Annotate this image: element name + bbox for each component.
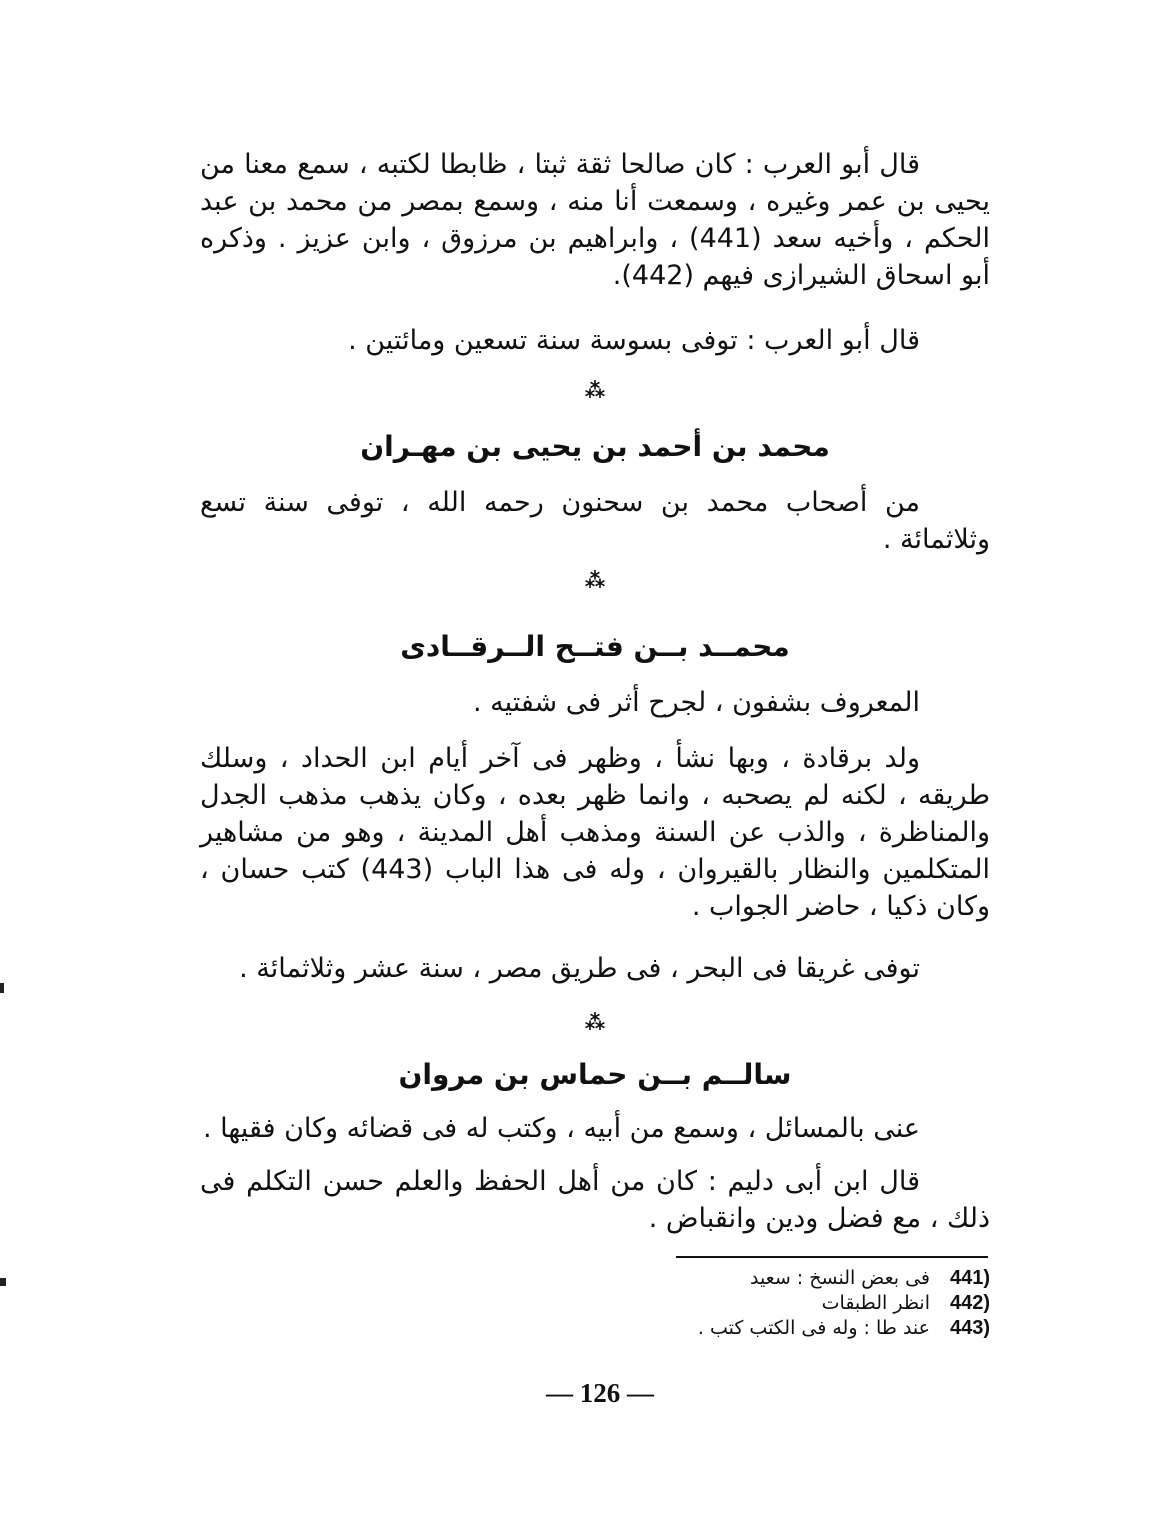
biography-heading-ibn-mihran: محمد بن أحمد بن يحيى بن مهـران bbox=[360, 430, 830, 463]
footnote-443 bbox=[560, 1316, 990, 1341]
scan-edge-mark bbox=[0, 1278, 6, 1286]
section-separator-3: ⁂ bbox=[584, 1010, 606, 1034]
biography-heading-salim-ibn-hammas: سالــم بــن حماس بن مروان bbox=[398, 1058, 792, 1091]
paragraph-ibn-abi-dulaym-quote: قال ابن أبى دليم : كان من أهل الحفظ والعلم حسن التكلم فى ذلك ، مع فضل ودين وانقباض . bbox=[200, 1166, 990, 1234]
paragraph-abu-al-arab-praise: قال أبو العرب : كان صالحا ثقة ثبتا ، ظابطا لكتبه ، سمع معنا من يحيى بن عمر وغيره ، وسمعت أنا منه ، وسمع بمصر من محمد بن عبد الحكم ، وأخيه سعد (441) ، وابراهيم بن مرزوق ، وابن عزيز . وذكره أبو اسحاق الشيرازى فيهم (442). bbox=[200, 149, 990, 291]
footnotes-block bbox=[560, 1266, 990, 1341]
paragraph-studied-issues: عنى بالمسائل ، وسمع من أبيه ، وكتب له فى قضائه وكان فقيها . bbox=[202, 1113, 920, 1144]
biography-heading-al-raqqadi: محمــد بــن فتــح الــرقــادى bbox=[400, 630, 790, 663]
paragraph-death-in-sousse: قال أبو العرب : توفى بسوسة سنة تسعين ومائتين . bbox=[348, 325, 920, 356]
footnote-divider bbox=[676, 1256, 988, 1258]
footnote-441 bbox=[560, 1266, 990, 1291]
paragraph-companion-of-ibn-sahnun: من أصحاب محمد بن سحنون رحمه الله ، توفى سنة تسع وثلاثمائة . bbox=[200, 487, 990, 555]
paragraph-birth-and-career: ولد برقادة ، وبها نشأ ، وظهر فى آخر أيام ابن الحداد ، وسلك طريقه ، لكنه لم يصحبه ، وانما ظهر بعده ، وكان يذهب مذهب الجدل والمناظرة ، والذب عن السنة ومذهب أهل المدينة ، وهو من مشاهير المتكلمين والنظار بالقيروان ، وله فى هذا الباب (443) كتب حسان ، وكان ذكيا ، حاضر الجواب . bbox=[200, 743, 990, 922]
footnote-number: 441) bbox=[949, 1267, 990, 1289]
footnote-text: انظر الطبقات bbox=[821, 1292, 930, 1314]
footnote-text: فى بعض النسخ : سعيد bbox=[749, 1267, 930, 1289]
section-separator-1: ⁂ bbox=[584, 378, 606, 402]
footnote-number: 442) bbox=[949, 1292, 990, 1314]
footnote-442 bbox=[560, 1291, 990, 1316]
page-number: — 126 — bbox=[546, 1378, 654, 1408]
paragraph-known-as-shafun: المعروف بشفون ، لجرح أثر فى شفتيه . bbox=[472, 687, 920, 718]
paragraph-drowned-at-sea: توفى غريقا فى البحر ، فى طريق مصر ، سنة عشر وثلاثمائة . bbox=[239, 953, 920, 984]
scan-edge-mark bbox=[0, 983, 4, 993]
footnote-text: عند طا : وله فى الكتب كتب . bbox=[697, 1317, 930, 1339]
footnote-number: 443) bbox=[949, 1317, 990, 1339]
section-separator-2: ⁂ bbox=[584, 568, 606, 592]
